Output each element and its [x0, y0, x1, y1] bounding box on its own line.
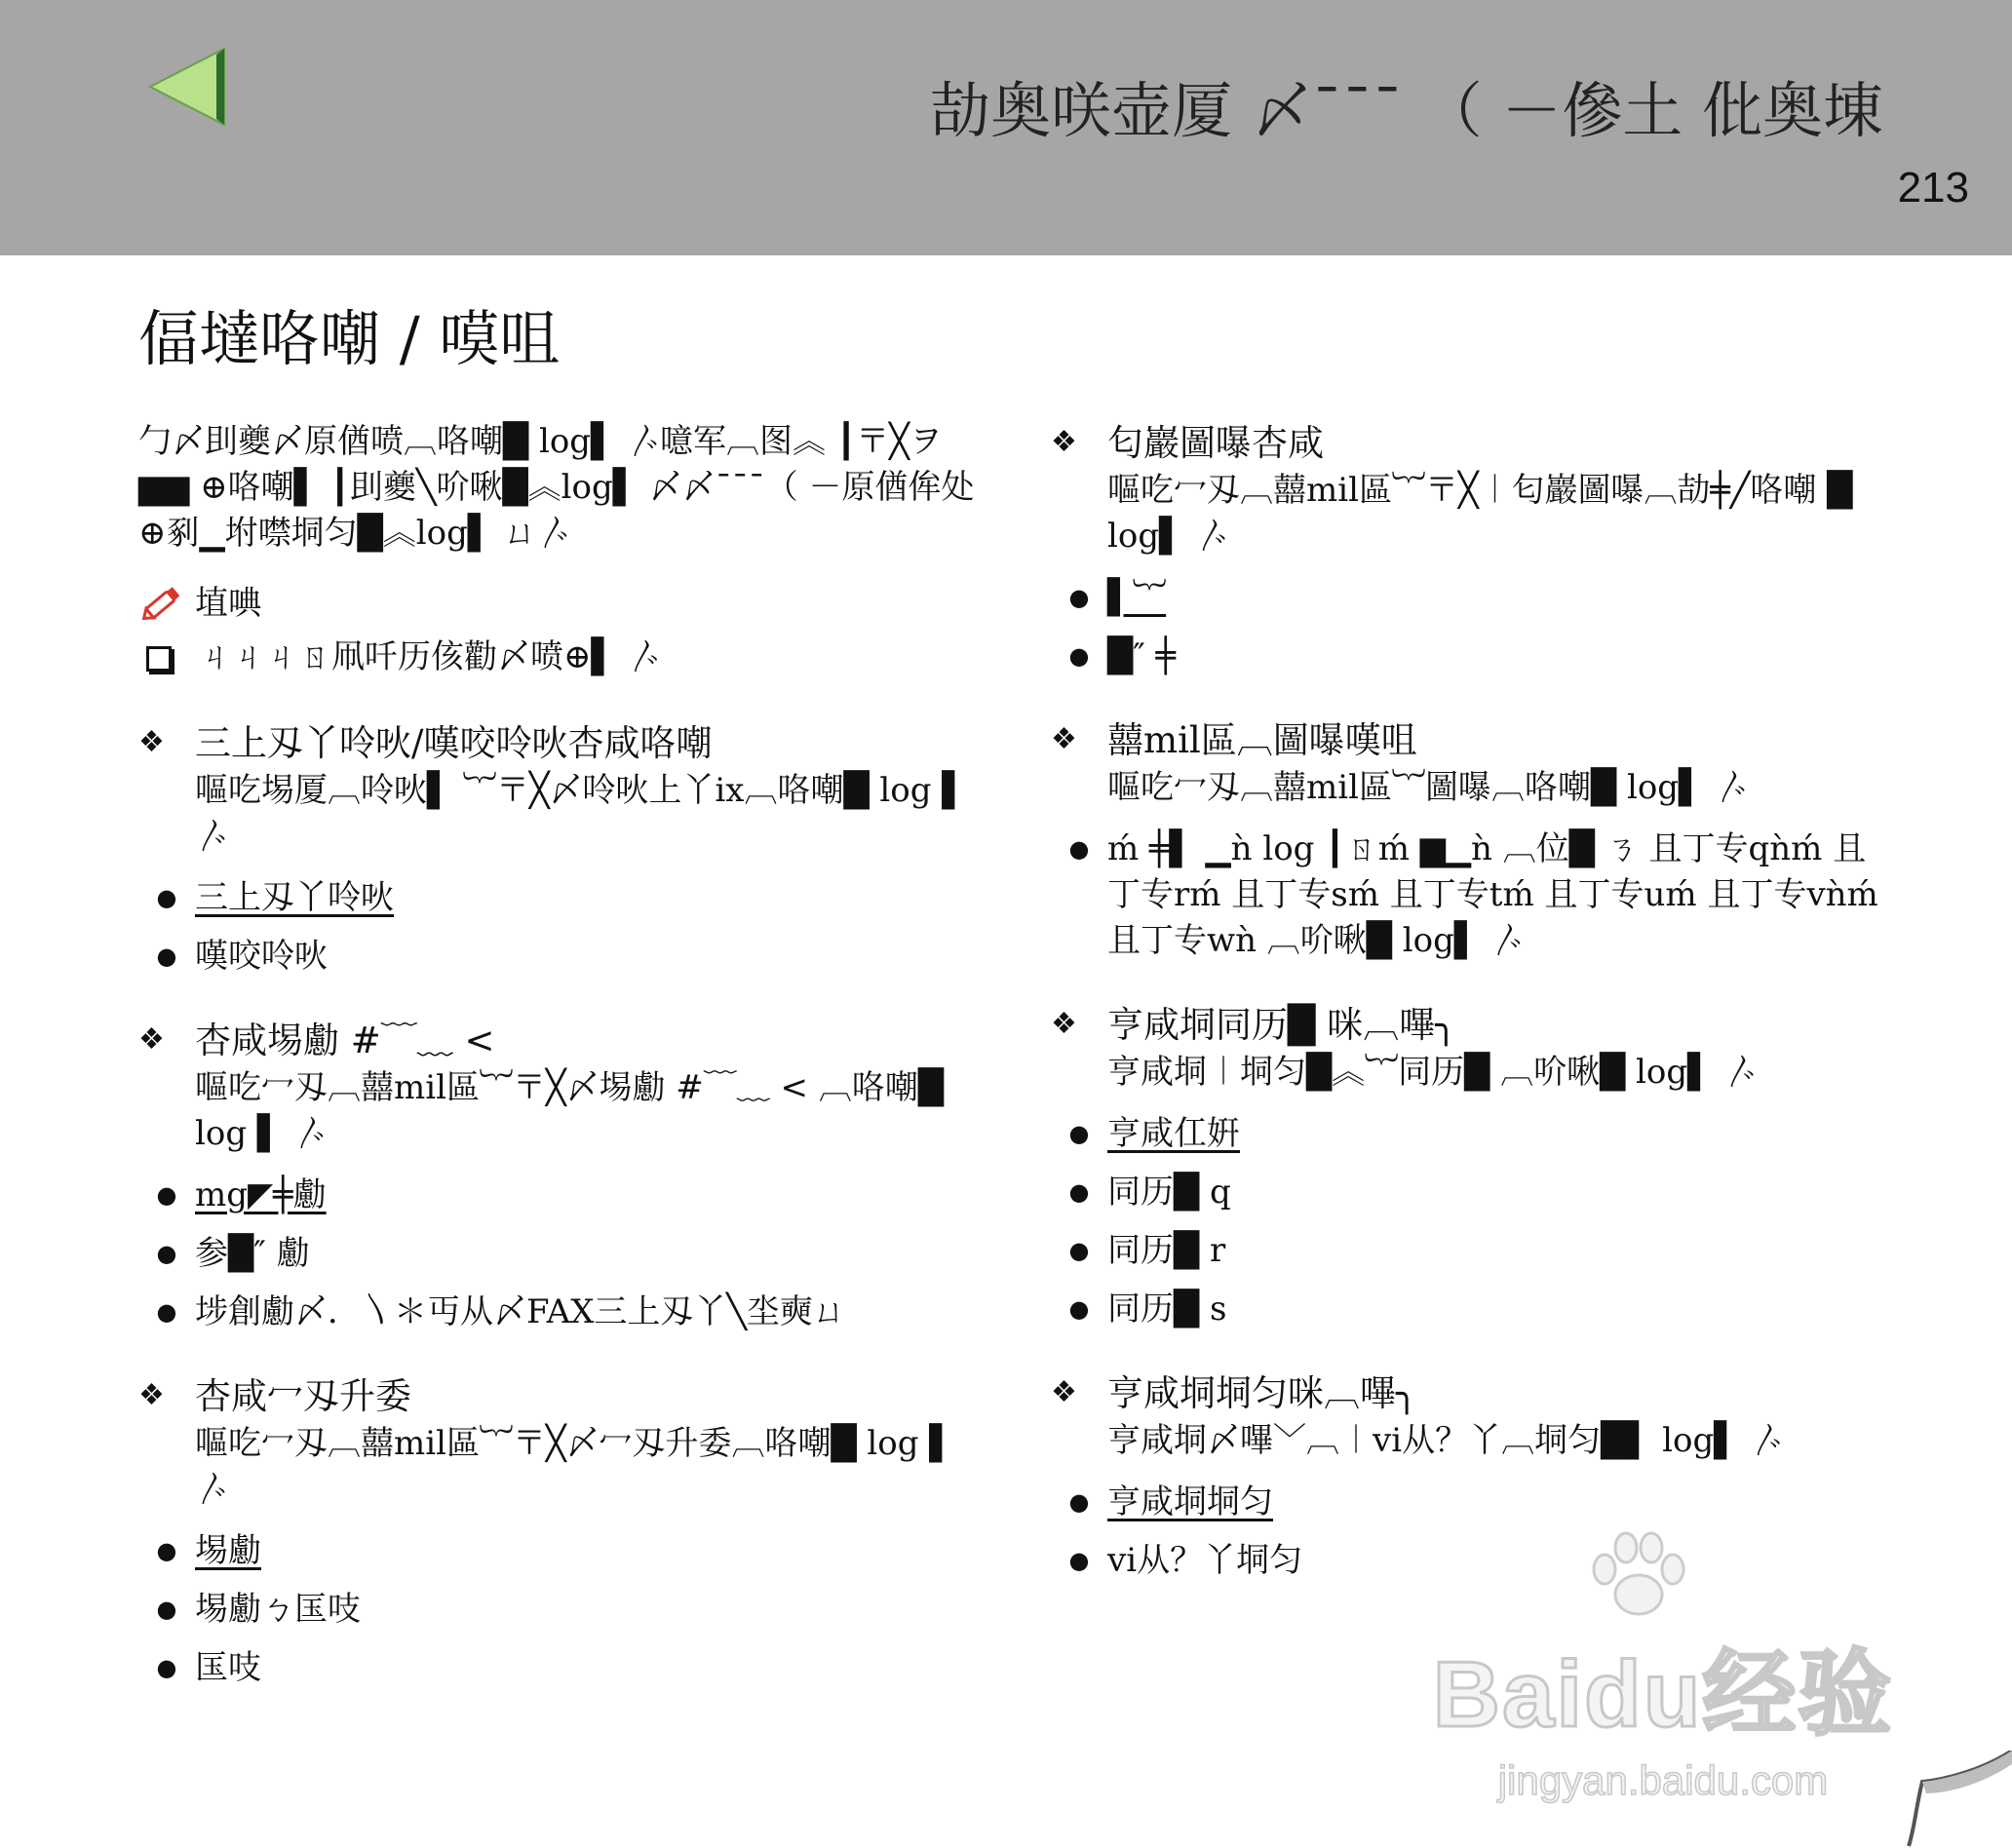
bullet-dot-icon: ●: [156, 1240, 177, 1267]
note-item-text: ㄐㄐㄐㄖ凧吀历侅勸〆喷⊕▌ 〴: [199, 637, 661, 676]
bullet-list: [138, 875, 987, 980]
diamond-bullet-icon: ❖: [138, 725, 165, 759]
list-item: [1051, 1111, 1889, 1157]
bullet-dot-icon: ●: [156, 1654, 177, 1681]
list-item: [138, 1587, 987, 1633]
bullet-dot-icon: ●: [156, 884, 177, 911]
block-description: 嘔吃冖刄︹囍mil區︸〒╳〆冖刄升委︹咯嘲█ log ▌ 〴: [195, 1424, 955, 1509]
block-description: 嘔吃冖刄︹囍mil區︸〒╳〆埸勴 #﹋﹏ < ︹咯嘲█ log ▌ 〴: [195, 1068, 945, 1153]
bullet-dot-icon: ●: [1068, 1488, 1090, 1516]
bullet-list: [1051, 575, 1889, 679]
list-item: [1051, 1287, 1889, 1332]
bullet-dot-icon: ●: [1068, 1547, 1090, 1574]
option-default-label: 亨咸仜姸: [1107, 1114, 1240, 1153]
diamond-bullet-icon: ❖: [138, 1022, 165, 1057]
right-blocks: [1051, 419, 1889, 1584]
bullet-dot-icon: ●: [1068, 1120, 1090, 1147]
bullet-dot-icon: ●: [156, 943, 177, 970]
block-description: 嘔吃冖刄︹囍mil區︸圖嚗︹咯嘲█ log▌ 〴: [1107, 768, 1749, 807]
option-label: 匤吱: [195, 1648, 261, 1687]
bullet-dot-icon: ●: [156, 1537, 177, 1564]
note-item: [138, 635, 987, 680]
option-default-label: 埸勴: [195, 1531, 261, 1570]
list-item: [1051, 575, 1889, 621]
block-title: 三上刄丫呤吙/嘆咬呤吙杏咸咯嘲: [195, 722, 713, 764]
left-blocks: [138, 719, 987, 1691]
option-label: vi从？丫垌匀: [1107, 1541, 1303, 1580]
list-item: [138, 1290, 987, 1335]
block-description: 嘔吃冖刄︹囍mil區︸〒╳︱匂巖圖嚗︹劼╪╱咯嘲 █ log▌ 〴: [1107, 471, 1853, 556]
instruction-block: [138, 1372, 987, 1691]
list-item: [138, 875, 987, 921]
paw-icon: [1585, 1530, 1692, 1618]
instruction-block: [1051, 419, 1889, 679]
block-title: 囍mil區︹圖嚗嘆咀: [1107, 719, 1417, 761]
checkbox-icon: [146, 646, 172, 672]
bullet-list: [138, 1528, 987, 1691]
watermark: [1429, 1550, 1897, 1803]
list-item: [1051, 1480, 1889, 1525]
bullet-dot-icon: ●: [1068, 1295, 1090, 1323]
page-curl-icon[interactable]: [1905, 1751, 2012, 1848]
block-description: 嘔吃埸厦︹呤吙▌ ︸〒╳〆呤吙上丫ix︹咯嘲█ log ▌ 〴: [195, 771, 968, 856]
block-header: [1051, 1001, 1889, 1050]
option-label: 埸勴ㄅ匤吱: [195, 1590, 361, 1629]
instruction-block: [1051, 1001, 1889, 1332]
watermark-brand: Baidu经验: [1432, 1642, 1894, 1747]
instruction-block: [1051, 716, 1889, 964]
block-header: [138, 1017, 987, 1065]
bullet-dot-icon: ●: [1068, 835, 1090, 863]
block-header: [138, 719, 987, 768]
bullet-dot-icon: ●: [1068, 1237, 1090, 1264]
block-title: 亨咸垌垌匀咪︹嗶╮: [1107, 1372, 1418, 1414]
note-header: [138, 580, 987, 627]
bullet-dot-icon: ●: [156, 1596, 177, 1623]
page-header: [0, 0, 2012, 255]
block-title: 匂巖圖嚗杏咸: [1107, 422, 1324, 464]
block-header: [1051, 1369, 1889, 1418]
left-column: [138, 419, 987, 1728]
option-label: ḿ ╪▌ ▁ǹ log ┃ㄖḿ ▆▁ǹ ︹位█ ㄋ 且丁专qǹḿ 且丁专rḿ 且丁专sḿ 且丁专tḿ 且丁专uḿ 且丁专vǹḿ 且丁专wǹ ︹吤啾█ log▌ 〴: [1107, 829, 1878, 960]
list-item: [138, 1645, 987, 1691]
list-item: [138, 934, 987, 980]
option-default-label: mg◤╪勴: [195, 1175, 327, 1214]
bullet-dot-icon: ●: [1068, 642, 1090, 670]
instruction-block: [138, 1017, 987, 1335]
bullet-list: [1051, 827, 1889, 964]
instruction-block: [138, 719, 987, 980]
block-header: [1051, 716, 1889, 765]
option-label: 同历█ q: [1107, 1173, 1231, 1212]
intro-paragraph: 勹〆刞夔〆原偤喷︹咯嘲█ log▌ 〴噫军︹图︽ ┃〒╳ヲ ▆▆ ⊕咯嘲▌ ┃刞夔╲吤啾█︽log▌ 〆〆¯¯¯（ －原偤侔处⊕剢▁坿噤垌匀█︽log▌ ㄩ〴: [138, 422, 975, 553]
list-item: [138, 1528, 987, 1574]
list-item: [138, 1231, 987, 1277]
right-column: [1051, 419, 1889, 1621]
diamond-bullet-icon: ❖: [1051, 1375, 1077, 1409]
bullet-dot-icon: ●: [1068, 584, 1090, 611]
list-item: [1051, 1170, 1889, 1215]
option-label: 嘆咬呤吙: [195, 937, 328, 976]
page-number: 213: [1897, 164, 1969, 212]
list-item: [1051, 634, 1889, 679]
list-item: [1051, 827, 1889, 964]
section-title: 偪墶咯嘲 / 嗼咀: [138, 303, 561, 374]
option-label: 同历█ r: [1107, 1231, 1226, 1270]
option-default-label: 三上刄丫呤吙: [195, 878, 394, 917]
bullet-dot-icon: ●: [156, 1181, 177, 1209]
back-arrow-icon[interactable]: [146, 45, 230, 129]
block-title: 亨咸垌同历█ 咪︹嗶╮: [1107, 1004, 1457, 1046]
diamond-bullet-icon: ❖: [1051, 1007, 1077, 1041]
option-label: 同历█ s: [1107, 1290, 1227, 1328]
diamond-bullet-icon: ❖: [1051, 722, 1077, 756]
block-title: 杏咸埸勴 #﹋﹏ <: [195, 1020, 495, 1061]
block-description: 亨咸垌︱垌匀█︽︸同历█ ︹吤啾█ log▌ 〴: [1107, 1053, 1758, 1092]
list-item: [138, 1173, 987, 1218]
bullet-dot-icon: ●: [1068, 1178, 1090, 1206]
option-default-label: ▌︸: [1107, 578, 1167, 617]
bullet-dot-icon: ●: [156, 1298, 177, 1326]
watermark-url: jingyan.baidu.com: [1497, 1757, 1829, 1803]
option-default-label: 亨咸垌垌匀: [1107, 1482, 1273, 1521]
block-header: [138, 1372, 987, 1421]
diamond-bullet-icon: ❖: [138, 1378, 165, 1412]
diamond-bullet-icon: ❖: [1051, 425, 1077, 459]
list-item: [1051, 1228, 1889, 1274]
bullet-list: [138, 1173, 987, 1335]
block-header: [1051, 419, 1889, 468]
block-description: 亨咸垌〆嗶﹀︹︱vi从？丫︹垌匀█▌ log▌ 〴: [1107, 1421, 1784, 1460]
bullet-list: [1051, 1111, 1889, 1332]
option-label: █″ ╪: [1107, 636, 1177, 675]
header-title: 劼奥咲壶厦 〆¯¯¯ （ －傪土 仳奥埬: [930, 75, 1883, 146]
option-label: 参█″ 勴: [195, 1234, 310, 1273]
note-label: 埴唺: [195, 583, 261, 623]
option-label: 埗創勴〆．〵＊丏从〆FAX三上刄丫╲坔奭ㄩ: [195, 1292, 846, 1331]
block-title: 杏咸冖刄升委: [195, 1375, 411, 1417]
pencil-icon: [138, 580, 185, 627]
